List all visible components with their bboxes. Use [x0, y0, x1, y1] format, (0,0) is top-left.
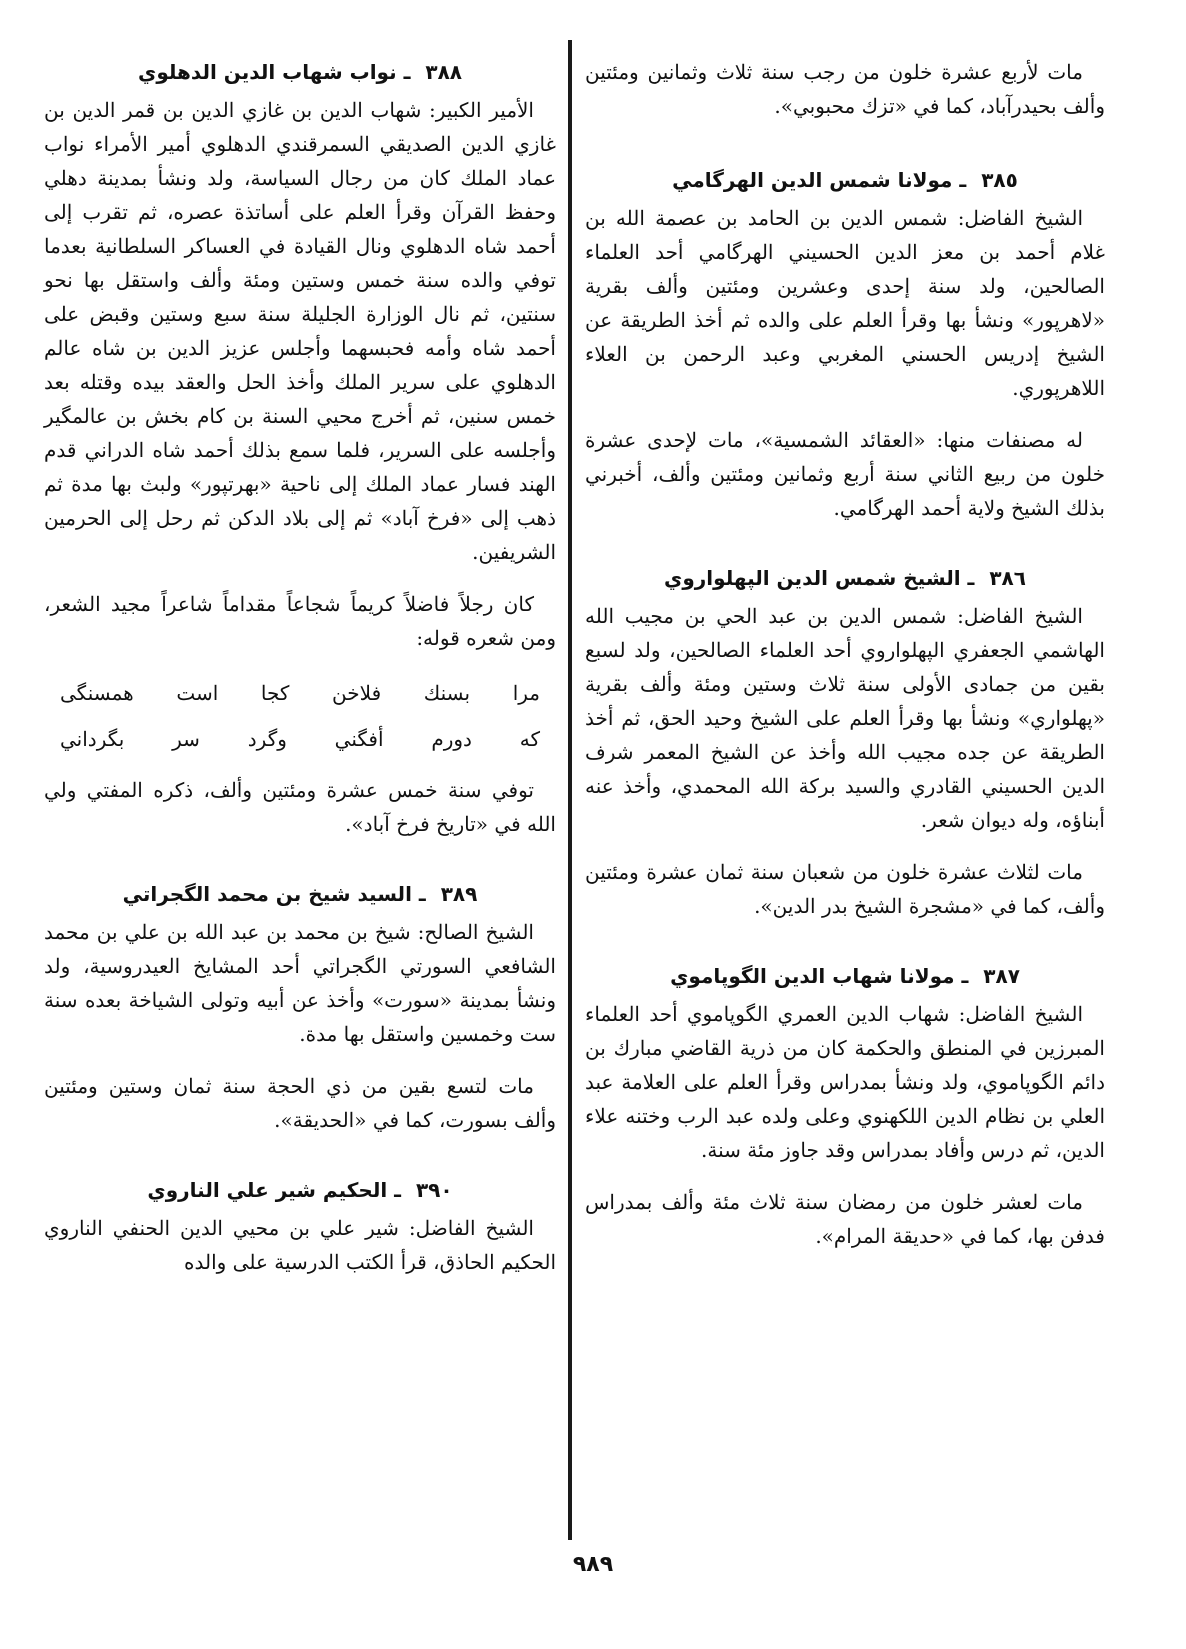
entry-title: مولانا شمس الدين الهرگامي	[672, 168, 953, 192]
entry-number: ٣٨٩	[440, 882, 478, 906]
column-divider	[568, 40, 572, 1540]
entry-title: السيد شيخ بن محمد الگجراتي	[122, 882, 412, 906]
entry-heading	[44, 55, 556, 89]
entry-title: مولانا شهاب الدين الگوپاموي	[670, 964, 955, 988]
entry-title: الحكيم شير علي الناروي	[147, 1178, 388, 1202]
verse-line: مرا بسنك فلاخن كجا است همسنگی	[60, 681, 540, 705]
heading-dash: ـ	[394, 1178, 401, 1202]
entry-paragraph: الشيخ الفاضل: شمس الدين بن الحامد بن عصمة الله بن غلام أحمد بن معز الدين الحسيني الهرگامي أحد العلماء الصالحين، ولد سنة إحدى وعشرين ومئتين وألف بقرية «لاهرپور» ونشأ بها وقرأ العلم على والده ثم أخذ الطريقة عن الشيخ إدريس الحسني المغربي وعبد الرحمن بن العلاء اللاهرپوري.	[585, 206, 1105, 400]
entry-paragraph: الشيخ الصالح: شيخ بن محمد بن عبد الله بن علي بن محمد الشافعي السورتي الگجراتي أحد المشايخ العيدروسية، ولد ونشأ بمدينة «سورت» وأخذ عن أبيه وتولى الشياخة بعده سنة ست وخمسين واستقل بها مدة.	[44, 920, 556, 1046]
heading-dash: ـ	[961, 964, 969, 988]
right-column	[585, 55, 1105, 1289]
entry-paragraph: مات لثلاث عشرة خلون من شعبان سنة ثمان عشرة ومئتين وألف، كما في «مشجرة الشيخ بدر الدين».	[585, 860, 1105, 918]
entry-387	[585, 959, 1105, 1253]
entry-paragraph: الشيخ الفاضل: شهاب الدين العمري الگوپاموي أحد العلماء المبرزين في المنطق والحكمة كان من ذرية القاضي مبارك بن دائم الگوپاموي، ولد ونشأ بمدراس وقرأ العلم على العلامة عبد العلي بن نظام الدين اللكهنوي وعلى ولده عبد الرب وختنه علاء الدين، ثم درس وأفاد بمدراس وقد جاوز مئة سنة.	[585, 1002, 1105, 1162]
entry-title: الشيخ شمس الدين الپهلواروي	[664, 566, 961, 590]
entry-heading	[585, 561, 1105, 595]
heading-dash: ـ	[959, 168, 967, 192]
entry-paragraph: مات لعشر خلون من رمضان سنة ثلاث مئة وألف بمدراس فدفن بها، كما في «حديقة المرام».	[585, 1190, 1105, 1248]
heading-dash: ـ	[967, 566, 975, 590]
entry-paragraph: الأمير الكبير: شهاب الدين بن غازي الدين بن قمر الدين بن غازي الدين الصديقي السمرقندي الدهلوي أمير الأمراء نواب عماد الملك كان من رجال السياسة، ولد ونشأ بمدينة دهلي وحفظ القرآن وقرأ العلم على أساتذة عصره، ثم تقرب إلى أحمد شاه الدهلوي ونال القيادة في العساكر السلطانية بعدما توفي والده سنة خمس وستين ومئة وألف واستقل بها نحو سنتين، ثم نال الوزارة الجليلة سنة سبع وستين وقبض على أحمد شاه وأمه فحبسهما وأجلس عزيز الدين بن شاه عالم الدهلوي على سرير الملك وأخذ الحل والعقد بيده وقتله بعد خمس سنين، ثم أخرج محيي السنة بن كام بخش بن عالمگير وأجلسه على السرير، فلما سمع بذلك أحمد شاه الدراني قدم الهند فسار عماد الملك إلى ناحية «بهرتپور» ولبث بها مدة ثم ذهب إلى «فرخ آباد» ثم إلى بلاد الدكن ثم رحل إلى الحرمين الشريفين.	[44, 98, 556, 564]
entry-paragraph: كان رجلاً فاضلاً كريماً شجاعاً مقداماً شاعراً مجيد الشعر، ومن شعره قوله:	[44, 592, 556, 650]
entry-paragraph: الشيخ الفاضل: شمس الدين بن عبد الحي بن مجيب الله الهاشمي الجعفري الپهلواروي أحد العلماء الصالحين، ولد لسبع بقين من جمادى الأولى سنة ثلاث وستين ومئة وألف بقرية «پهلواري» ونشأ بها وقرأ العلم على الشيخ وحيد الحق، ثم أخذ الطريقة عن جده مجيب الله وأخذ عن الشيخ المعمر شرف الدين الحسيني القادري والسيد بركة الله المحمدي، وأخذ عنه أبناؤه، وله ديوان شعر.	[585, 604, 1106, 832]
heading-dash: ـ	[418, 882, 426, 906]
continued-paragraph: مات لأربع عشرة خلون من رجب سنة ثلاث وثمانين ومئتين وألف بحيدرآباد، كما في «تزك محبوبي».	[585, 60, 1105, 118]
verse-line: كه دورم أفگني وگرد سر بگرداني	[60, 727, 540, 751]
entry-number: ٣٩٠	[415, 1178, 453, 1202]
entry-number: ٣٨٨	[425, 60, 463, 84]
entry-386	[585, 561, 1105, 923]
entry-385	[585, 163, 1105, 525]
left-column	[44, 55, 556, 1315]
heading-dash: ـ	[403, 60, 411, 84]
poetry-verses	[44, 673, 556, 759]
entry-number: ٣٨٥	[981, 168, 1018, 192]
entry-390	[44, 1173, 556, 1279]
entry-heading	[44, 877, 556, 911]
entry-389	[44, 877, 556, 1137]
entry-number: ٣٨٧	[983, 964, 1020, 988]
entry-number: ٣٨٦	[989, 566, 1026, 590]
entry-paragraph: توفي سنة خمس عشرة ومئتين وألف، ذكره المفتي ولي الله في «تاريخ فرخ آباد».	[44, 778, 556, 836]
entry-paragraph: الشيخ الفاضل: شير علي بن محيي الدين الحنفي الناروي الحكيم الحاذق، قرأ الكتب الدرسية على والده	[44, 1216, 556, 1274]
entry-388	[44, 55, 556, 841]
page-number: ٩٨٩	[572, 1552, 614, 1577]
entry-title: نواب شهاب الدين الدهلوي	[137, 60, 397, 84]
entry-heading	[585, 163, 1105, 197]
entry-paragraph: له مصنفات منها: «العقائد الشمسية»، مات لإحدى عشرة خلون من ربيع الثاني سنة أربع وثمانين ومئتين وألف، أخبرني بذلك الشيخ ولاية أحمد الهرگامي.	[585, 428, 1105, 520]
entry-heading	[585, 959, 1105, 993]
entry-paragraph: مات لتسع بقين من ذي الحجة سنة ثمان وستين ومئتين وألف بسورت، كما في «الحديقة».	[44, 1074, 556, 1132]
entry-heading	[44, 1173, 556, 1207]
